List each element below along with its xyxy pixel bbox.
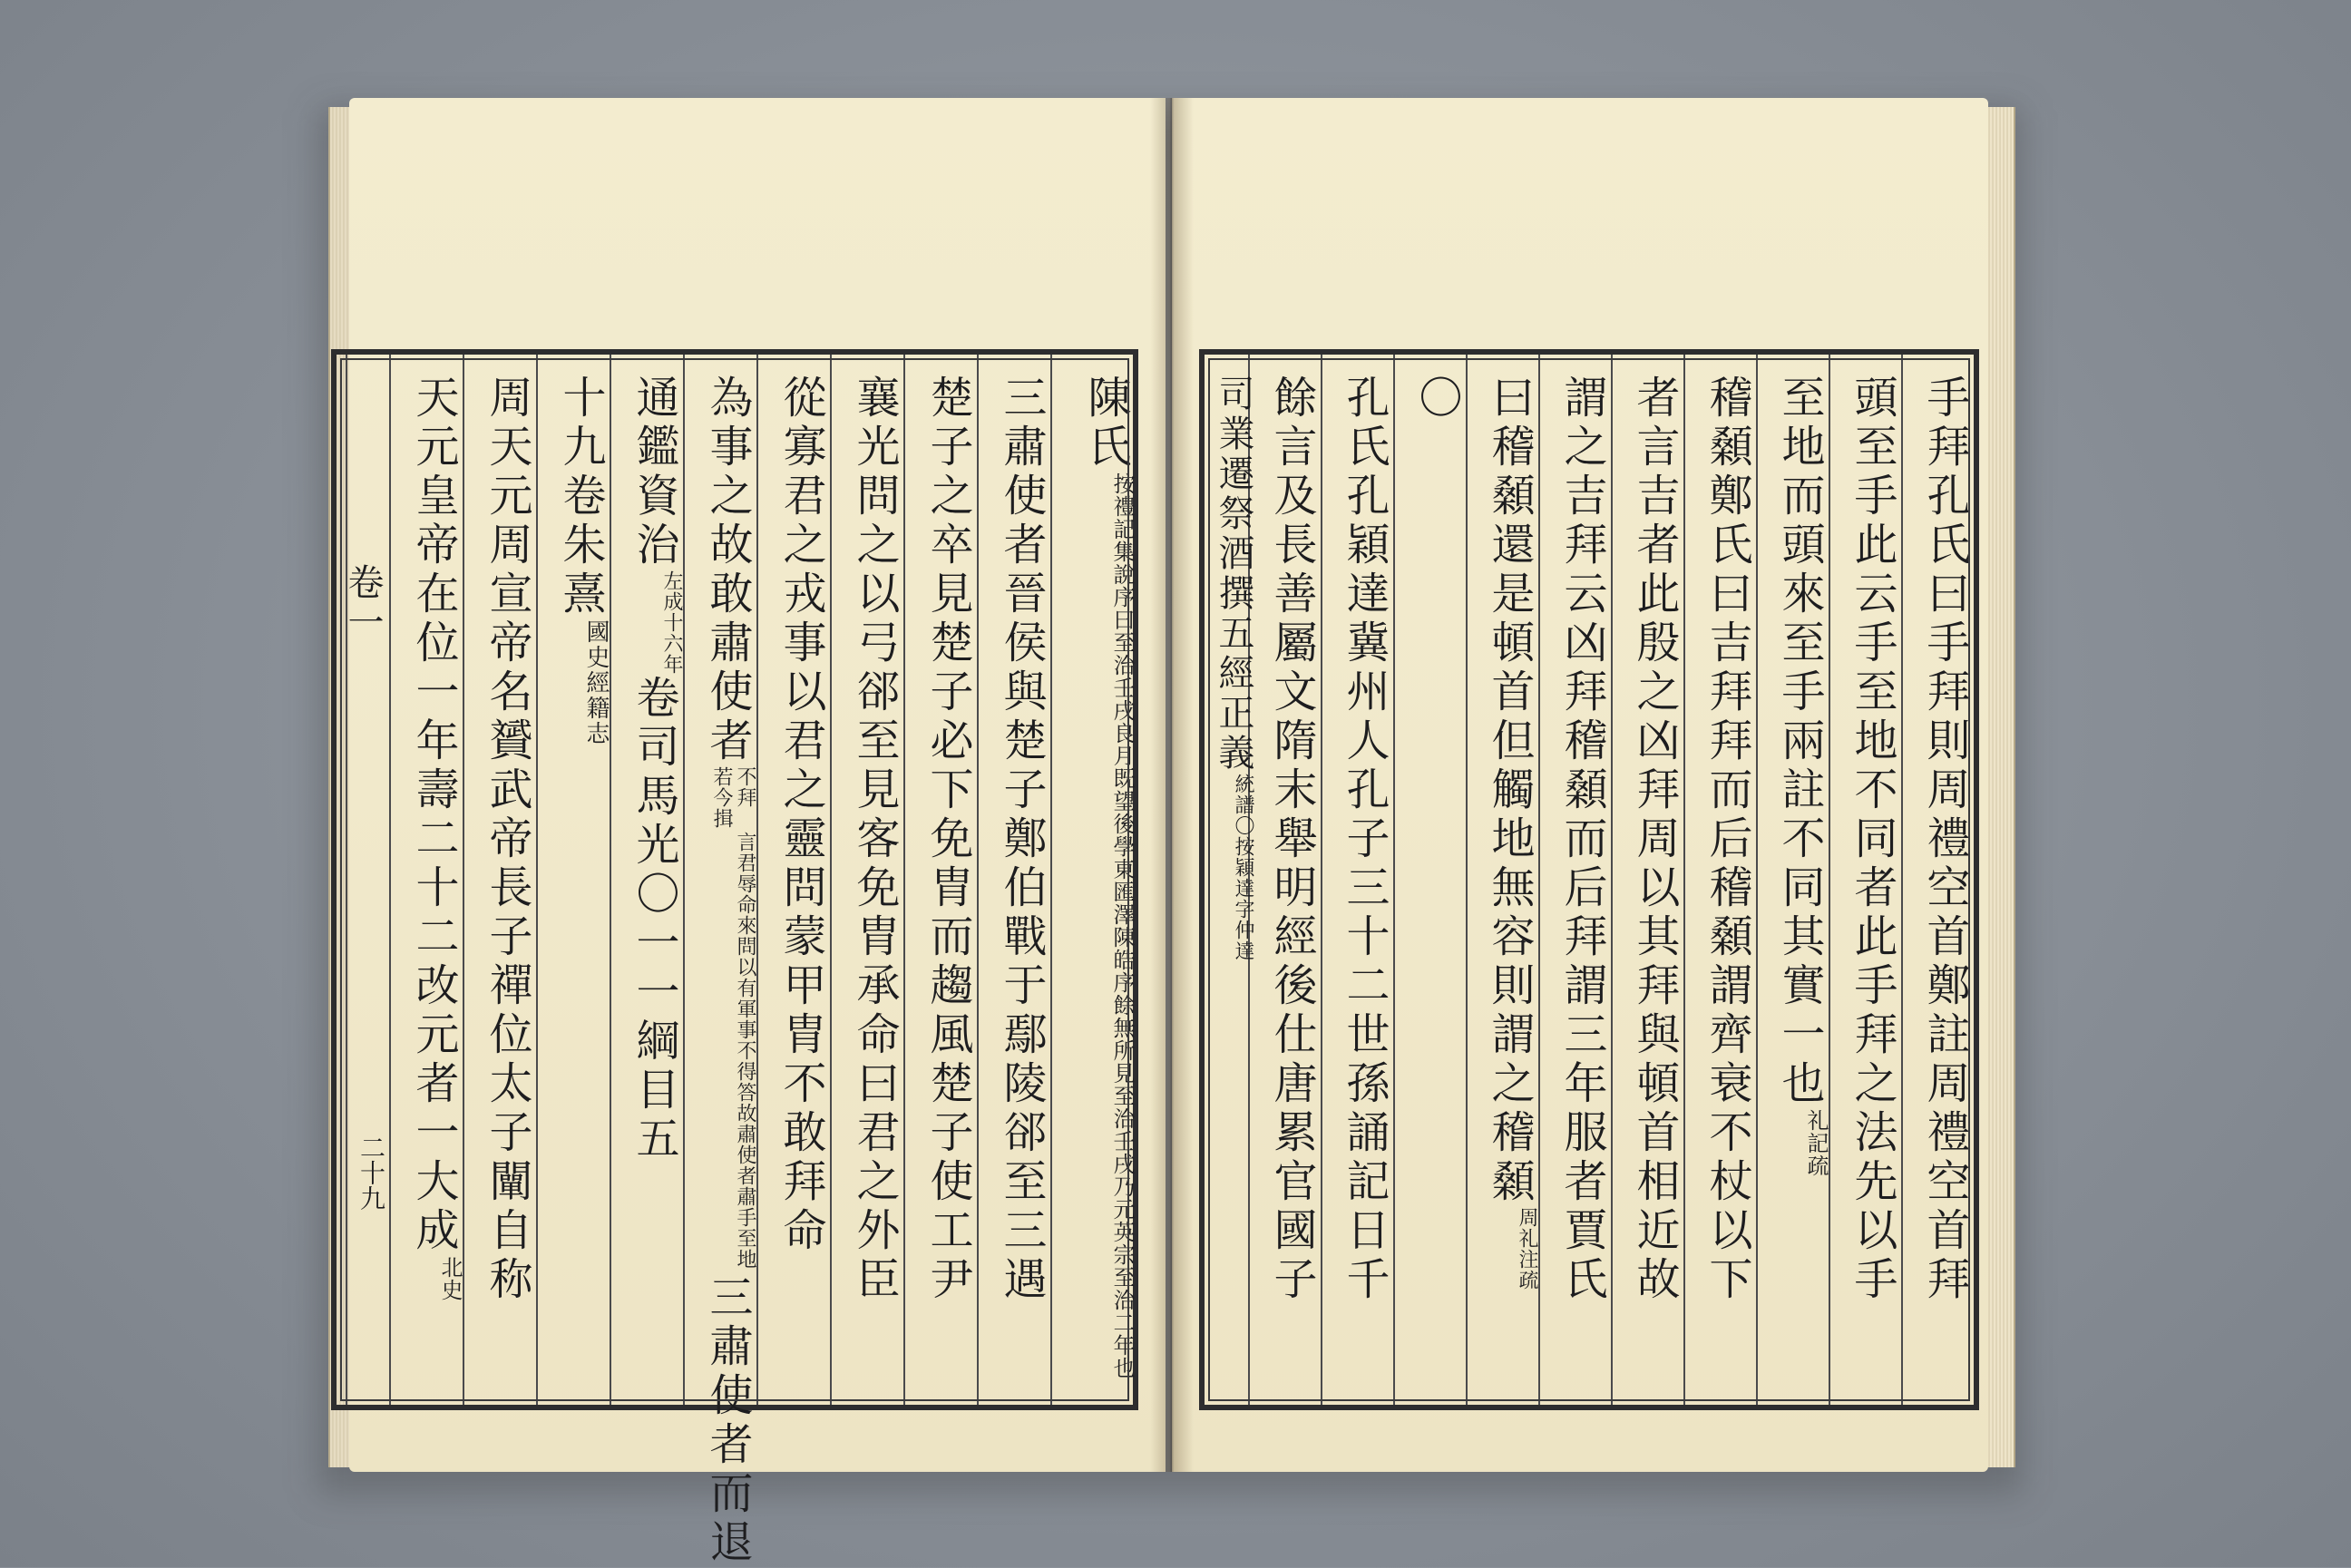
- column-main-text: 為事之故敢肅使者: [702, 375, 753, 766]
- column-note-text: 周礼注疏: [1516, 1207, 1538, 1290]
- text-column: [463, 355, 536, 1405]
- text-column: [1205, 355, 1254, 1405]
- text-column: [1321, 355, 1393, 1405]
- column-main-text: 手拜孔氏曰手拜則周禮空首鄭註周禮空首拜: [1919, 375, 1970, 1305]
- column-note-text: 國史經籍志: [582, 619, 610, 746]
- text-column: [977, 355, 1050, 1405]
- text-column: [1829, 355, 1901, 1405]
- column-main-text: 餘言及長善屬文隋末舉明經後仕唐累官國子: [1266, 375, 1317, 1305]
- column-note-text: 統譜〇按穎達字仲達: [1232, 774, 1254, 961]
- column-main-text: 司業遷祭酒撰五經正義: [1213, 375, 1254, 774]
- text-column: [1538, 355, 1611, 1405]
- column-main-text: 至地而頭來至手兩註不同其實一也: [1774, 375, 1825, 1109]
- text-column: [1050, 355, 1135, 1405]
- column-main-text: 孔氏孔穎達冀州人孔子三十二世孫誦記日千: [1339, 375, 1390, 1305]
- column-main-text: 從寡君之戎事以君之靈問蒙甲胄不敢拜命: [776, 375, 826, 1256]
- right-text-frame: [1199, 349, 1979, 1410]
- page-number: 二十九: [356, 1135, 386, 1211]
- text-column: [1393, 355, 1466, 1405]
- column-main-text: 曰稽顙還是頓首但觸地無容則謂之稽顙: [1484, 375, 1535, 1207]
- column-main-text: 周天元周宣帝名贇武帝長子禪位太子闡自称: [482, 375, 532, 1305]
- column-main-text: 天元皇帝在位一年壽二十二改元者一大成: [408, 375, 459, 1256]
- text-column: [1901, 355, 1974, 1405]
- text-column: [756, 355, 830, 1405]
- text-column: [830, 355, 903, 1405]
- column-note-text: 左成十六年: [660, 570, 683, 675]
- column-note-text: 不拜 言君辱命來問以有軍事不得答故肅使者肅手至地若今揖: [710, 766, 756, 1270]
- circle-marker: 〇: [1411, 375, 1462, 424]
- column-note-text: 礼記疏: [1803, 1109, 1829, 1177]
- text-column: [1683, 355, 1756, 1405]
- column-note-text: 按禮記集說序曰至治壬戌良月既望後學東匯澤陳皓序餘無所見至治壬戌乃元英宗至治二年也: [1109, 472, 1135, 1379]
- column-main-text-2: 三肅使者而退: [702, 1274, 753, 1568]
- text-column: [1611, 355, 1683, 1405]
- column-main-text: 稽顙鄭氏曰吉拜拜而后稽顙謂齊衰不杖以下: [1702, 375, 1752, 1305]
- column-main-text: 通鑑資治: [629, 375, 679, 570]
- column-main-text: 陳氏: [1080, 375, 1131, 472]
- column-main-text: 謂之吉拜云凶拜稽顙而后拜謂三年服者賈氏: [1556, 375, 1607, 1305]
- volume-label: 卷一: [342, 563, 384, 643]
- column-main-text: 襄光問之以弓郤至見客免胄承命曰君之外臣: [849, 375, 900, 1305]
- text-column: [536, 355, 610, 1405]
- text-column: [610, 355, 683, 1405]
- text-column: [1466, 355, 1538, 1405]
- column-main-text: 三肅使者晉侯與楚子鄭伯戰于鄢陵郤至三遇: [996, 375, 1047, 1305]
- column-main-text: 者言吉者此殷之凶拜周以其拜與頓首相近故: [1629, 375, 1680, 1305]
- text-column: [1248, 355, 1321, 1405]
- text-column: [389, 355, 463, 1405]
- column-main-text: 楚子之卒見楚子必下免胄而趨風楚子使工尹: [922, 375, 973, 1305]
- text-column: [1756, 355, 1829, 1405]
- page-center-strip: [342, 355, 389, 1405]
- column-main-text: 頭至手此云手至地不同者此手拜之法先以手: [1847, 375, 1897, 1305]
- text-column: [903, 355, 977, 1405]
- left-text-frame: [331, 349, 1138, 1568]
- text-column: [683, 355, 756, 1568]
- column-main-text: 十九卷朱熹: [555, 375, 606, 619]
- column-note-text: 北史: [437, 1256, 463, 1301]
- column-main-text-2: 卷司馬光〇一一綱目五: [629, 675, 679, 1164]
- book-gutter: [1150, 98, 1194, 1472]
